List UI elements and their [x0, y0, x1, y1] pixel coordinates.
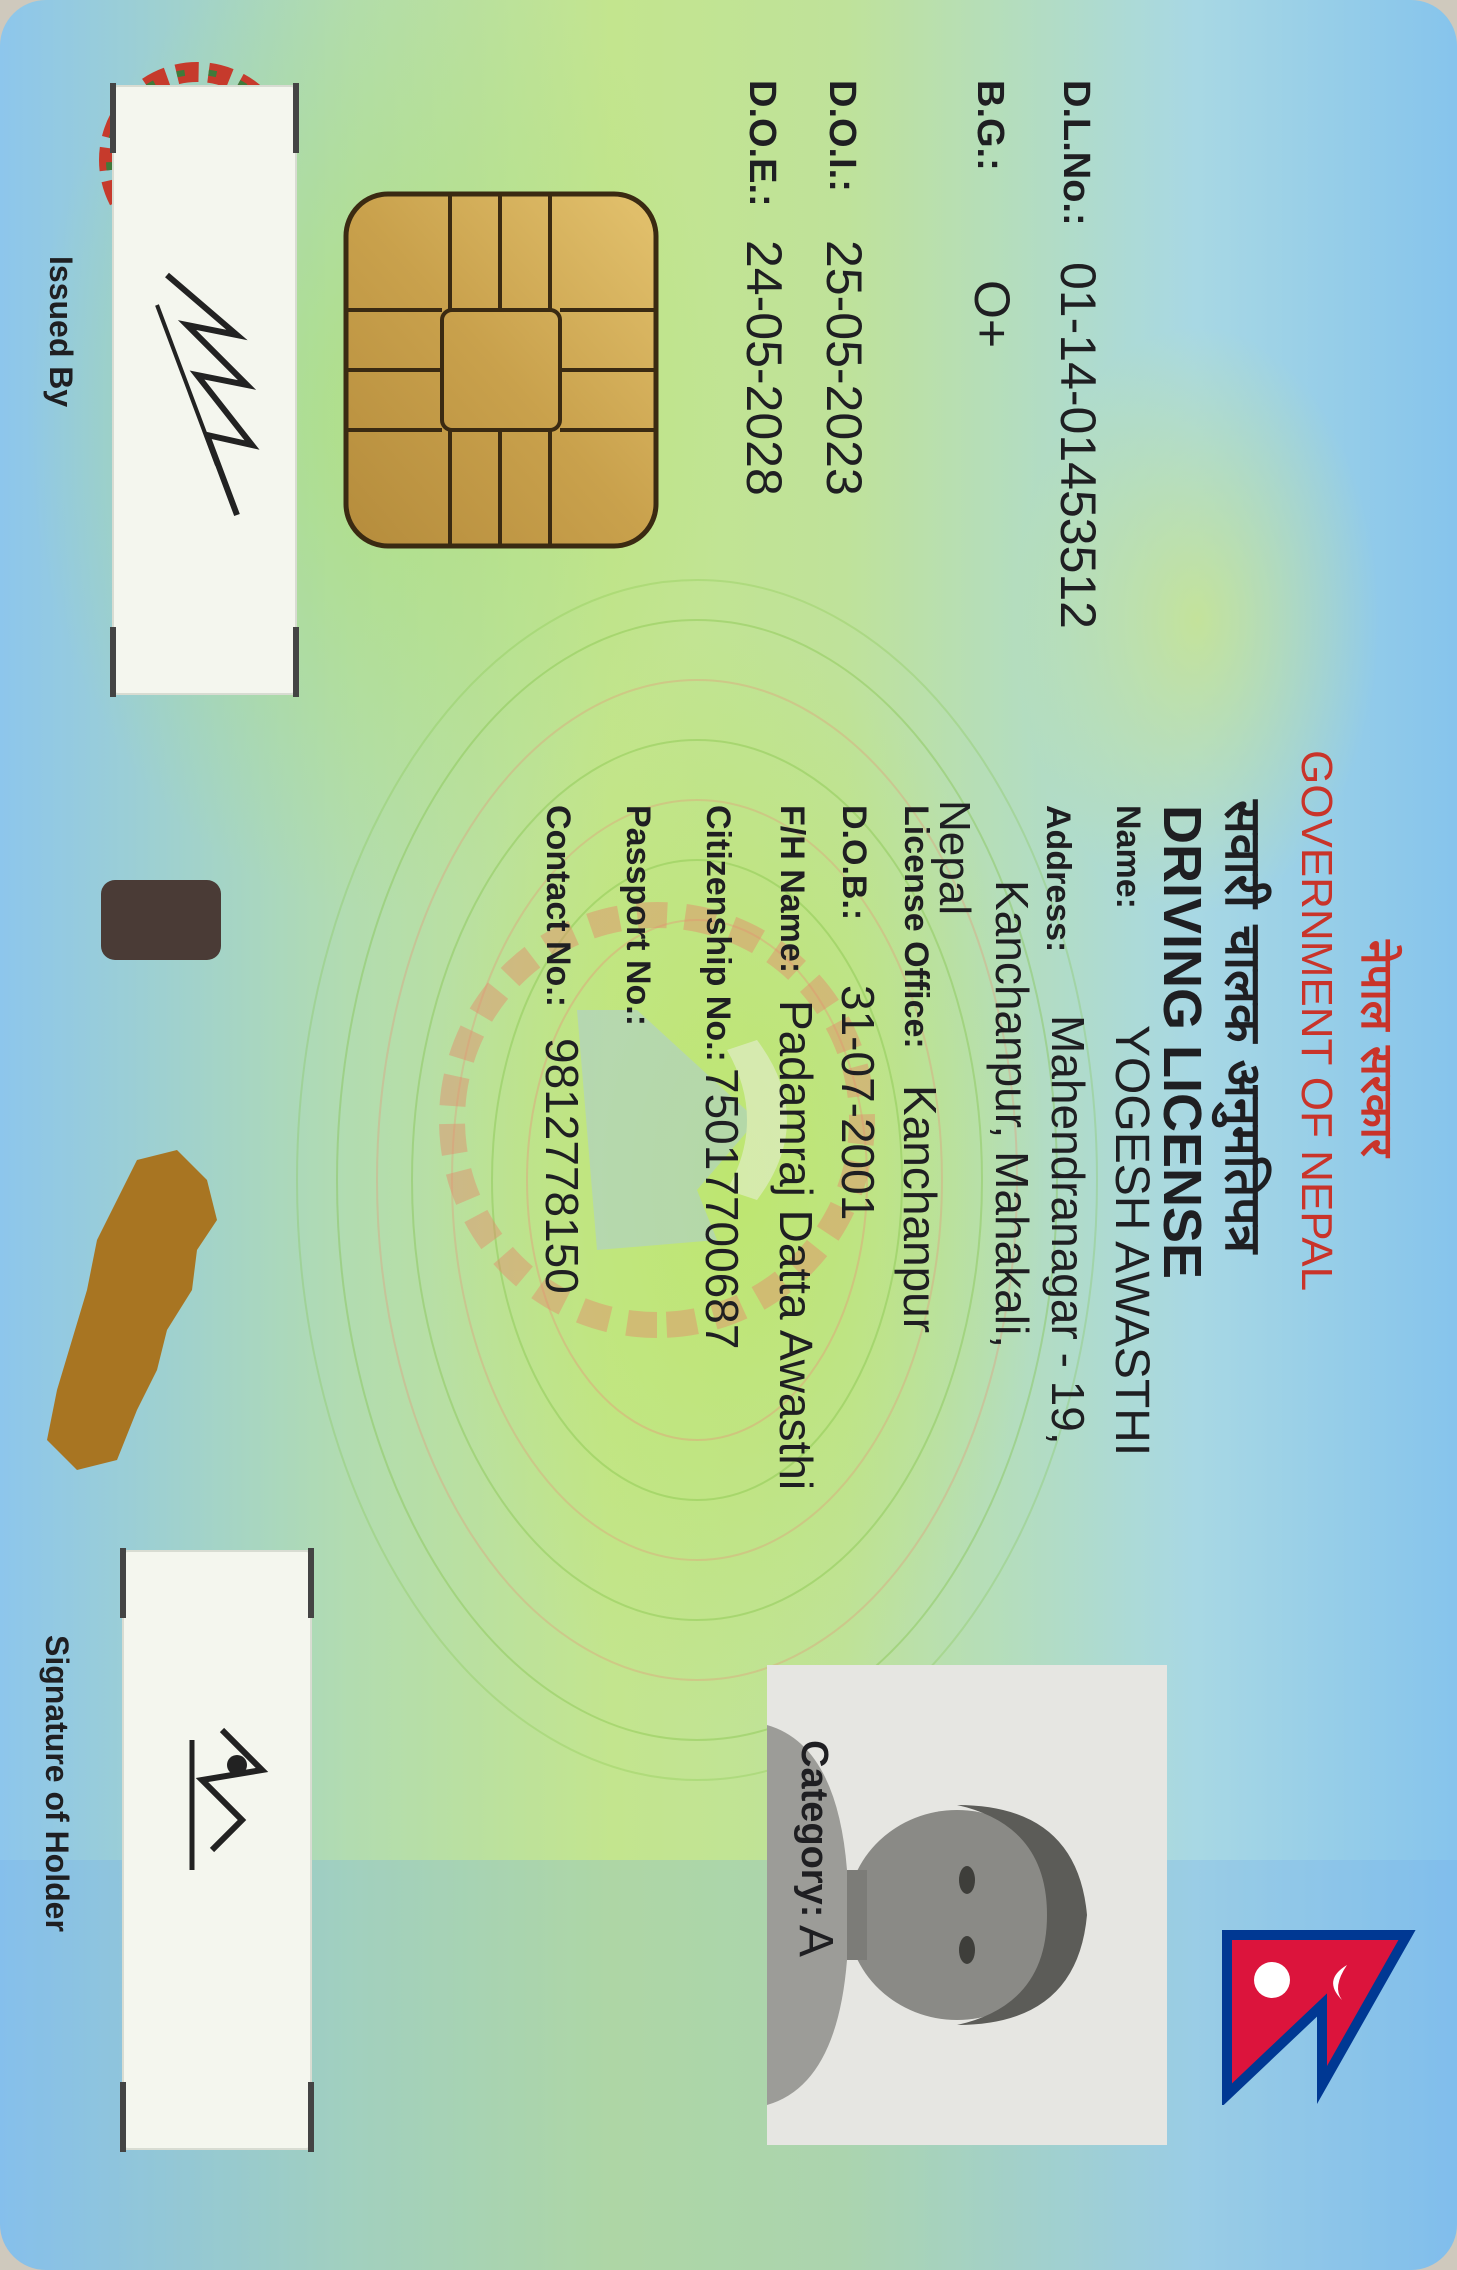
issuer-signature-icon	[127, 265, 277, 535]
doi-label: D.O.I.:	[821, 80, 863, 192]
holder-signature-icon	[152, 1710, 282, 1890]
doe-label: D.O.E.:	[741, 80, 783, 207]
title-nepali: सवारी चालक अनुमतिपत्र	[1214, 800, 1272, 1254]
address-label: Address:	[1039, 805, 1077, 953]
dl-no-value: 01-14-01453512	[1050, 262, 1106, 629]
citizenship-value: 75017700687	[696, 1068, 748, 1350]
dob-label: D.O.B.:	[835, 805, 873, 921]
name-value: YOGESH AWASTHI	[1105, 1025, 1158, 1457]
nepal-flag-icon	[1217, 1925, 1417, 2105]
license-office-label: License Office:	[897, 805, 935, 1049]
doi-value: 25-05-2023	[816, 240, 872, 496]
bg-value: O+	[964, 280, 1020, 349]
citizenship-label: Citizenship No.:	[699, 805, 737, 1062]
contact-label: Contact No.:	[539, 805, 577, 1008]
license-office-value: Kanchanpur	[894, 1085, 946, 1334]
govt-nepali-heading: नेपाल सरकार	[1351, 940, 1402, 1157]
address-line2: Kanchanpur, Mahakali,	[986, 880, 1038, 1348]
issuer-signature-box	[112, 85, 297, 695]
passport-label: Passport No.:	[619, 805, 657, 1027]
address-line1: Mahendranagar - 19,	[1042, 1015, 1094, 1445]
nepal-map-icon	[17, 1140, 247, 1480]
security-marker	[101, 880, 221, 960]
bg-label: B.G.:	[969, 80, 1011, 171]
holder-signature-box	[122, 1550, 312, 2150]
dl-no-label: D.L.No.:	[1055, 80, 1097, 226]
name-label: Name:	[1109, 805, 1147, 909]
contact-value: 9812778150	[536, 1038, 588, 1294]
title-english: DRIVING LICENSE	[1152, 805, 1212, 1280]
smart-chip-icon	[342, 190, 660, 550]
doe-value: 24-05-2028	[736, 240, 792, 496]
category-label: Category:	[793, 1740, 835, 1918]
govt-english-heading: GOVERNMENT OF NEPAL	[1292, 750, 1341, 1292]
dob-value: 31-07-2001	[832, 985, 884, 1221]
category-value: A	[789, 1925, 842, 1958]
address-line3: Nepal	[930, 800, 979, 915]
fh-name-value: Padamraj Datta Awasthi	[770, 1000, 822, 1491]
issued-by-label: Issued By	[43, 256, 79, 408]
fh-name-label: F/H Name:	[773, 805, 811, 974]
signature-of-holder-label: Signature of Holder	[39, 1635, 75, 1932]
